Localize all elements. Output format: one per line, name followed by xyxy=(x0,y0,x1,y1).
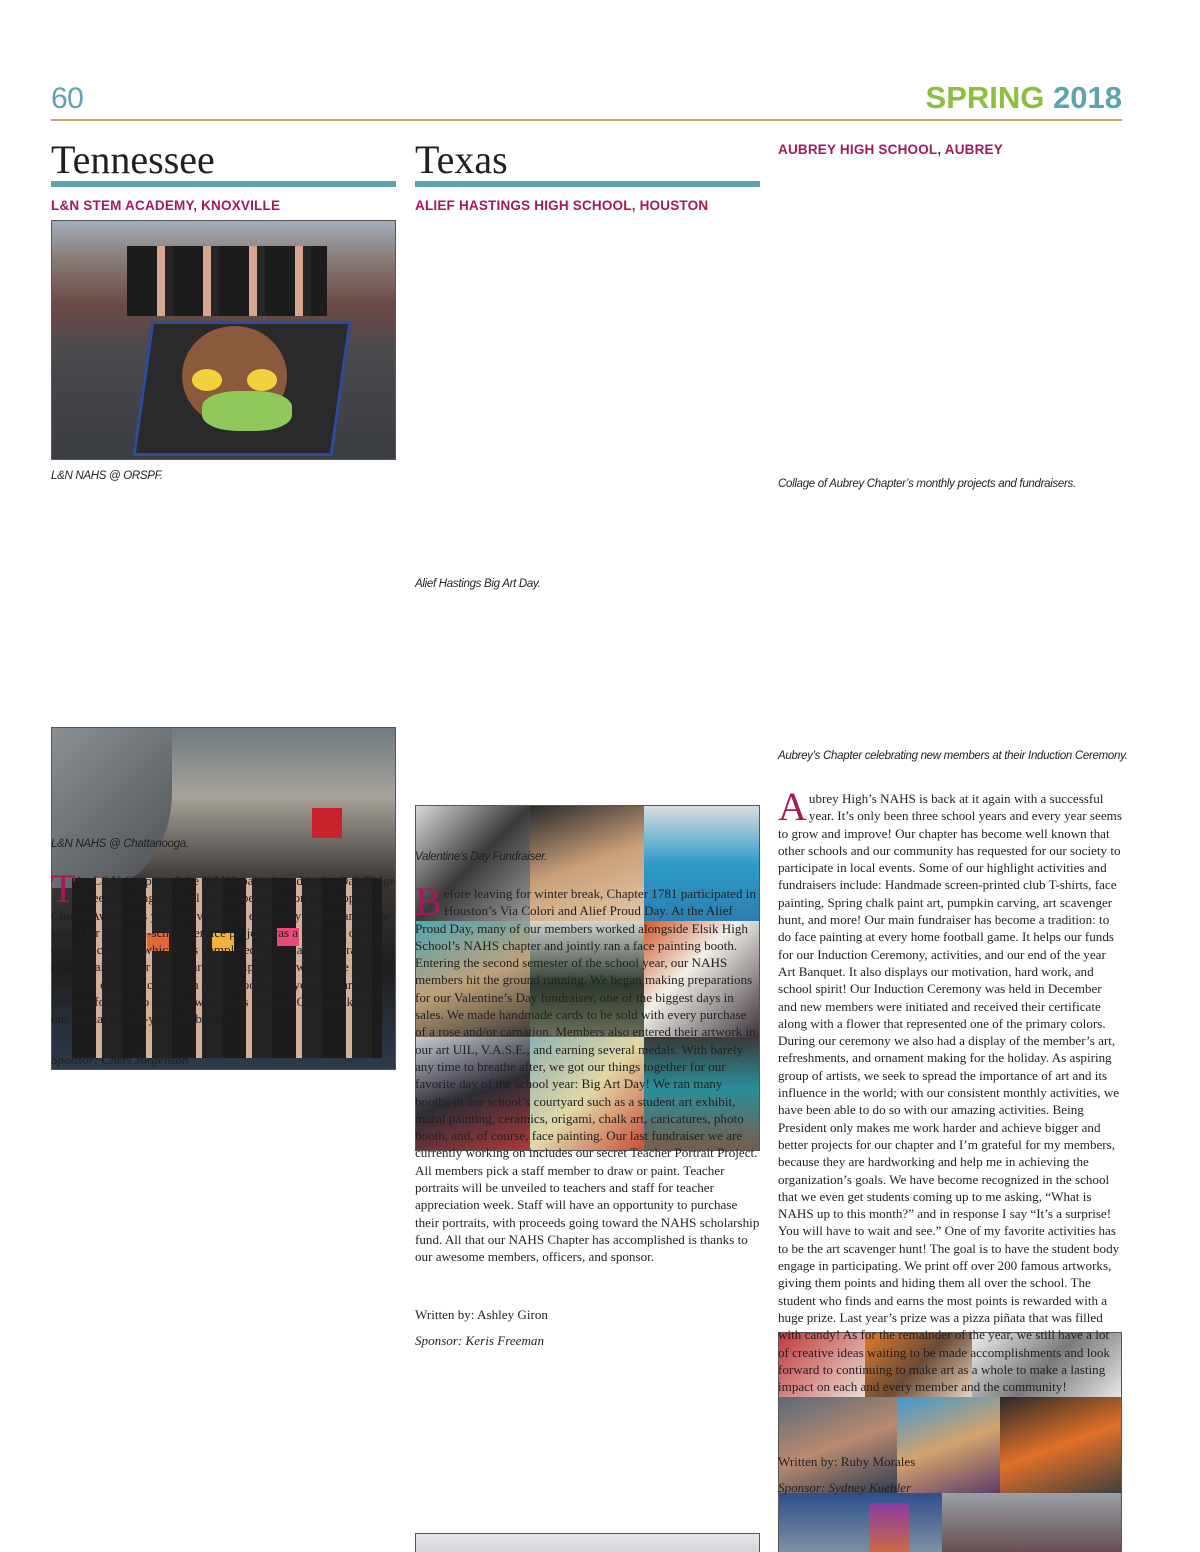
school-heading-ln-stem: L&N STEM ACADEMY, KNOXVILLE xyxy=(51,198,281,213)
drop-cap: B xyxy=(415,879,442,924)
caption-big-art-day: Alief Hastings Big Art Day. xyxy=(415,578,541,590)
aubrey-article-body xyxy=(778,784,1122,1395)
aubrey-sponsor: Sponsor: Sydney Kuehler xyxy=(778,1480,912,1495)
tennessee-article-body xyxy=(51,866,396,1028)
caption-ln-chattanooga: L&N NAHS @ Chattanooga. xyxy=(51,838,189,850)
state-heading-texas: Texas xyxy=(415,140,760,187)
aubrey-article-text: ubrey High’s NAHS is back at it again with a successful year. It’s only been three school years and every year seems to grow and improve! Our chapter has become well known that other schools and our community has requested for our society to participate in local events. Some of our highlight activities and fundraisers include: Handmade screen-printed club T-shirts, face painting, Spring chalk paint art, pumpkin carving, art scavenger hunt, and more! Our main fundraiser has become a tradition: to do face painting at every home football game. It helps our funds for our Induction Ceremony, activities, and our end of the year Art Banquet. It also displays our motivation, hard work, and school spirit! Our Induction Ceremony was held in December and new members were initiated and received their certificate along with a flower that represented one of the primary colors. During our ceremony we also had a display of the member’s art, refreshments, and ornament making for the holiday. As aspiring group of artists, we seek to spread the importance of art and its influence in the world; with our consistent monthly activities, we have been able to do so with our amazing activities. Being President only makes me work harder and achieve bigger and better projects for our chapter and I’m grateful for my members, because they are hardworking and help me in achieving the organization’s goals. We have become recognized in the school that we even get students coming up to me asking, “What is NAHS up to this month?” and in response I say “It’s a surprise! You will have to wait and see.” One of my favorite activities has to be the art scavenger hunt! The goal is to have the student body engage in participating. We print off over 200 famous artworks, giving them points and hiding them all over the school. The student who finds and earns the most points is rewarded with a huge prize. Last year’s prize was a pizza piñata that was filled with candy! As for the remainder of the year, we still have a lot of creative ideas waiting to be made accomplishments and look forward to continuing to make art as a whole to make a lasting impact on each and every member and the community! xyxy=(778,791,1122,1395)
issue-season: SPRING xyxy=(925,80,1045,115)
page-number: 60 xyxy=(51,82,84,115)
texas-column xyxy=(415,137,760,213)
school-heading-aubrey: AUBREY HIGH SCHOOL, AUBREY xyxy=(778,142,1003,157)
drop-cap: A xyxy=(778,784,807,829)
texas-article-body xyxy=(415,879,760,1266)
state-heading-tennessee: Tennessee xyxy=(51,140,396,187)
issue-year: 2018 xyxy=(1053,80,1122,115)
texas-sponsor: Sponsor: Keris Freeman xyxy=(415,1333,544,1348)
photo-valentines-fundraiser xyxy=(415,1533,760,1552)
caption-aubrey-collage: Collage of Aubrey Chapter’s monthly projects and fundraisers. xyxy=(778,478,1076,490)
issue-label xyxy=(926,80,1122,116)
tennessee-column xyxy=(51,137,396,213)
caption-valentines: Valentine’s Day Fundraiser. xyxy=(415,851,548,863)
caption-aubrey-induction: Aubrey’s Chapter celebrating new members at their Induction Ceremony. xyxy=(778,750,1128,762)
header-rule xyxy=(51,119,1122,121)
photo-street-painting xyxy=(51,220,396,460)
texas-article-text: efore leaving for winter break, Chapter 1781 participated in Houston’s Via Colori and Alief Proud Day. At the Alief Proud Day, many of our members worked alongside Elsik High School’s NAHS chapter and jointly ran a face painting booth. Entering the second semester of the school year, our NAHS members hit the ground running. We began making preparations for our Valentine’s Day fundraiser, one of the biggest days in sales. We made handmade cards to be sold with every purchase of a rose and/or carnation. Members also entered their artwork in our art UIL, V.A.S.E., and earning several medals. With barely any time to breathe after, we got our things together for our favorite day of the school year: Big Art Day! We ran many booths in our school’s courtyard such as a student art exhibit, mural painting, ceramics, origami, chalk art, caricatures, photo booth, and, of course, face painting. Our last fundraiser we are currently working on includes our secret Teacher Portrait Project. All members pick a staff member to draw or paint. Teacher portraits will be unveiled to teachers and staff for teacher appreciation week. Staff will have an opportunity to purchase their portraits, with proceeds going toward the NAHS scholarship fund. All that our NAHS Chapter has accomplished is thanks to our awesome members, officers, and sponsor. xyxy=(415,886,760,1265)
texas-byline: Written by: Ashley Giron xyxy=(415,1307,548,1322)
drop-cap: T xyxy=(51,866,76,911)
tennessee-article-text: he L&N Chapter of the NAHS participated in the Oak Ridge Street Painting Festival in October and won the People’s Choice Award this year, providing an especially good start to the year. Our major in-school service project was a mural in our conference room which was completed in January. Fundraising efforts paid for our annual art field trip, which was to the Hunter Museum of American Art in Chattanooga this year. We are still looking forward to the Dogwood Arts Festival Chalkwalk and our annual end-of-year celebration. xyxy=(51,873,396,1027)
caption-ln-orspf: L&N NAHS @ ORSPF. xyxy=(51,470,163,482)
school-heading-alief-hastings: ALIEF HASTINGS HIGH SCHOOL, HOUSTON xyxy=(415,198,709,213)
aubrey-byline: Written by: Ruby Morales xyxy=(778,1454,916,1469)
tennessee-sponsor: Sponsor: Cheri Jorgenson xyxy=(51,1052,189,1067)
